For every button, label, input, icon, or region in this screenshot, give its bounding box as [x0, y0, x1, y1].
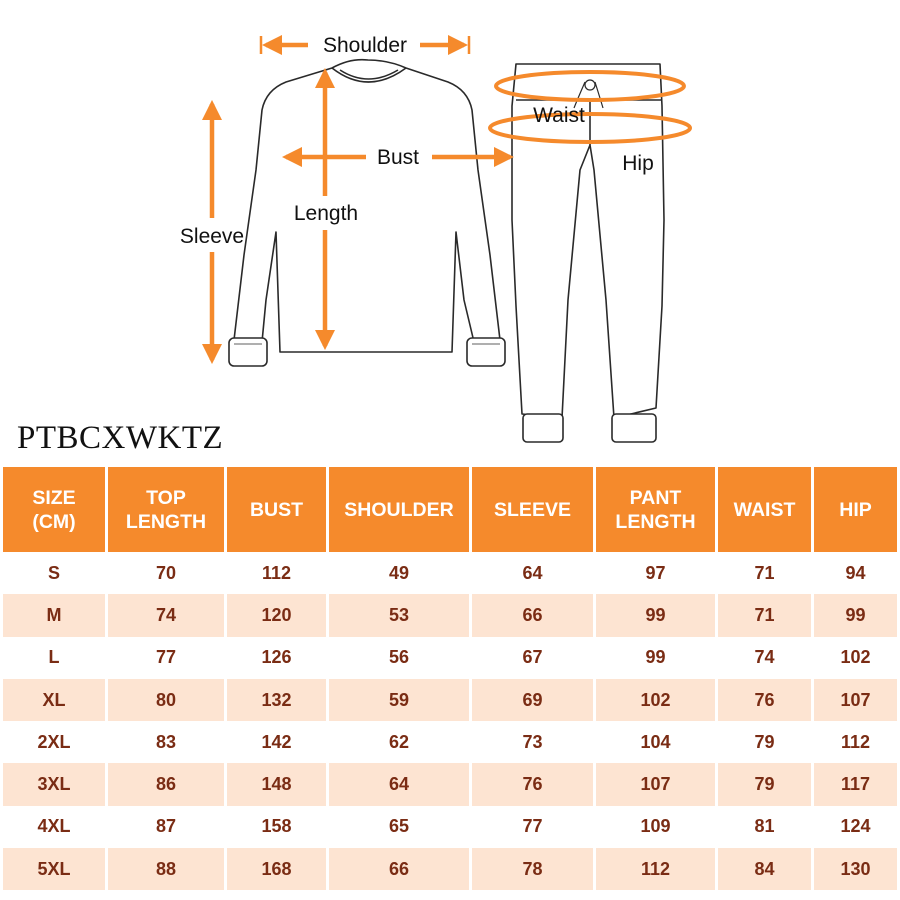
column-header-line: SHOULDER: [344, 498, 454, 521]
column-header: [814, 467, 897, 552]
measurement-cell: 79: [718, 763, 811, 805]
measurement-cell: 158: [227, 806, 326, 848]
measurement-cell: 59: [329, 679, 469, 721]
column-header-line: LENGTH: [615, 510, 696, 533]
measurement-cell: 71: [718, 594, 811, 636]
measurement-cell: 83: [108, 721, 224, 763]
measurement-cell: 112: [596, 848, 715, 890]
measurement-cell: 87: [108, 806, 224, 848]
measurement-cell: 71: [718, 552, 811, 594]
measurement-cell: 99: [814, 594, 897, 636]
measurement-cell: 74: [718, 637, 811, 679]
measurement-cell: 109: [596, 806, 715, 848]
measurement-cell: 62: [329, 721, 469, 763]
size-cell: L: [3, 637, 105, 679]
column-header-line: SIZE: [32, 486, 76, 509]
column-header: [227, 467, 326, 552]
column-header-line: TOP: [146, 486, 186, 509]
column-header: [3, 467, 105, 552]
column-header-line: PANT: [629, 486, 682, 509]
measurement-cell: 74: [108, 594, 224, 636]
column-header-line: WAIST: [733, 498, 796, 521]
measurement-cell: 70: [108, 552, 224, 594]
measurement-cell: 88: [108, 848, 224, 890]
measurement-cell: 117: [814, 763, 897, 805]
measurement-cell: 126: [227, 637, 326, 679]
measurement-cell: 73: [472, 721, 593, 763]
column-header-line: BUST: [249, 498, 304, 521]
measurement-cell: 107: [814, 679, 897, 721]
size-cell: 4XL: [3, 806, 105, 848]
column-header-line: (CM): [32, 510, 76, 533]
measurement-cell: 64: [329, 763, 469, 805]
column-header: [596, 467, 715, 552]
column-header-line: SLEEVE: [494, 498, 571, 521]
measurement-cell: 64: [472, 552, 593, 594]
sleeve-label: Sleeve: [179, 225, 245, 248]
shoulder-label: Shoulder: [322, 34, 408, 57]
measurement-cell: 78: [472, 848, 593, 890]
size-cell: M: [3, 594, 105, 636]
bust-label: Bust: [376, 146, 420, 169]
size-cell: S: [3, 552, 105, 594]
column-header: [718, 467, 811, 552]
measurement-cell: 107: [596, 763, 715, 805]
measurement-cell: 168: [227, 848, 326, 890]
hip-label: Hip: [622, 152, 654, 175]
product-code: PTBCXWKTZ: [17, 420, 224, 456]
measurement-cell: 120: [227, 594, 326, 636]
table-row: [3, 763, 897, 805]
table-row: [3, 721, 897, 763]
measurement-cell: 49: [329, 552, 469, 594]
measurement-cell: 124: [814, 806, 897, 848]
measurement-cell: 102: [596, 679, 715, 721]
measurement-cell: 65: [329, 806, 469, 848]
measurement-cell: 69: [472, 679, 593, 721]
table-row: [3, 637, 897, 679]
table-row: [3, 806, 897, 848]
column-header: [108, 467, 224, 552]
measurement-cell: 130: [814, 848, 897, 890]
measurement-cell: 67: [472, 637, 593, 679]
measurement-cell: 148: [227, 763, 326, 805]
measurement-cell: 56: [329, 637, 469, 679]
column-header: [472, 467, 593, 552]
measurement-cell: 76: [472, 763, 593, 805]
measurement-cell: 112: [227, 552, 326, 594]
size-cell: 2XL: [3, 721, 105, 763]
size-cell: 3XL: [3, 763, 105, 805]
measurement-cell: 66: [472, 594, 593, 636]
waist-label: Waist: [533, 104, 585, 127]
measurement-cell: 99: [596, 637, 715, 679]
measurement-cell: 77: [472, 806, 593, 848]
table-body: [3, 552, 897, 890]
measurement-cell: 86: [108, 763, 224, 805]
measurement-cell: 94: [814, 552, 897, 594]
measurement-cell: 102: [814, 637, 897, 679]
measurement-cell: 66: [329, 848, 469, 890]
size-cell: XL: [3, 679, 105, 721]
measurement-cell: 53: [329, 594, 469, 636]
table-row: [3, 679, 897, 721]
column-header-line: HIP: [839, 498, 872, 521]
column-header: [329, 467, 469, 552]
measurement-cell: 97: [596, 552, 715, 594]
column-header-line: LENGTH: [125, 510, 207, 533]
table-header: [3, 467, 897, 552]
measurement-cell: 79: [718, 721, 811, 763]
length-label: Length: [293, 202, 359, 225]
measurement-cell: 80: [108, 679, 224, 721]
table-row: [3, 552, 897, 594]
size-cell: 5XL: [3, 848, 105, 890]
measurement-cell: 112: [814, 721, 897, 763]
sweatshirt-outline-icon: [229, 60, 505, 366]
measurement-cell: 142: [227, 721, 326, 763]
measurement-cell: 104: [596, 721, 715, 763]
measurement-cell: 77: [108, 637, 224, 679]
size-chart-table: [0, 467, 900, 890]
measurement-cell: 84: [718, 848, 811, 890]
table-row: [3, 594, 897, 636]
measurement-cell: 76: [718, 679, 811, 721]
table-row: [3, 848, 897, 890]
measurement-cell: 81: [718, 806, 811, 848]
measurement-cell: 99: [596, 594, 715, 636]
measurement-cell: 132: [227, 679, 326, 721]
